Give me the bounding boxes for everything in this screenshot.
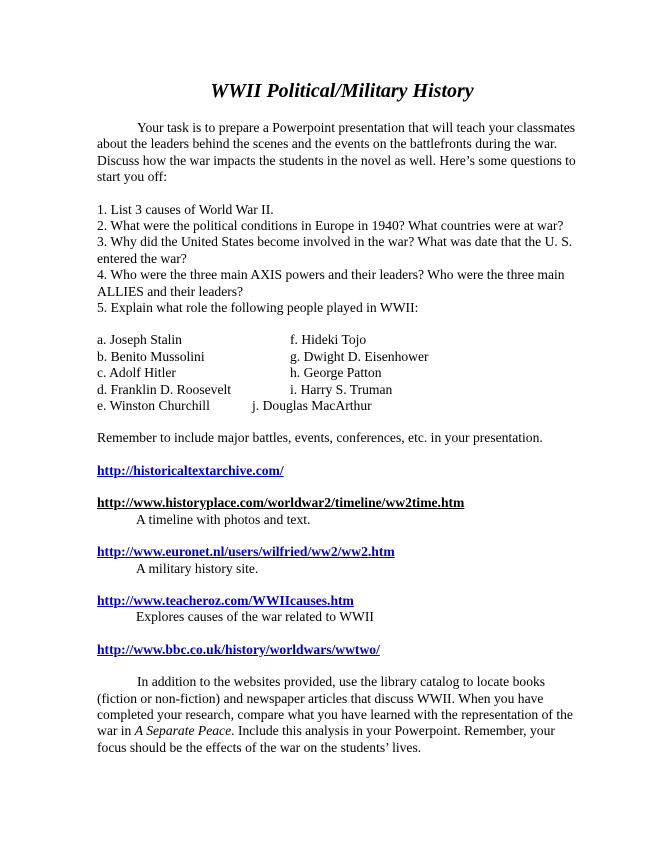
person-item: j. Douglas MacArthur — [252, 398, 372, 414]
reminder-text: Remember to include major battles, events, conferences, etc. in your presentation. — [97, 430, 543, 446]
link-historicaltextarchive[interactable]: http://historicaltextarchive.com/ — [97, 462, 284, 478]
question-item: 5. Explain what role the following people played in WWII: — [97, 300, 419, 316]
person-item: b. Benito Mussolini — [97, 348, 205, 364]
question-item: 2. What were the political conditions in Europe in 1940? What countries were at war? — [97, 218, 564, 234]
link-block — [97, 642, 577, 658]
link-description: Explores causes of the war related to WWII — [136, 609, 374, 625]
closing-paragraph — [97, 674, 577, 756]
person-item: c. Adolf Hitler — [97, 365, 176, 381]
person-item: a. Joseph Stalin — [97, 332, 182, 348]
link-teacheroz[interactable]: http://www.teacheroz.com/WWIIcauses.htm — [97, 592, 354, 608]
person-item: h. George Patton — [290, 365, 382, 381]
question-item: 3. Why did the United States become involved in the war? What was date that the U. S. entered the war? — [97, 234, 573, 266]
person-item: e. Winston Churchill — [97, 398, 210, 414]
link-block — [97, 593, 577, 626]
question-item: 4. Who were the three main AXIS powers and their leaders? Who were the three main ALLIES and their leaders? — [97, 267, 565, 299]
people-list — [97, 332, 577, 414]
link-euronet[interactable]: http://www.euronet.nl/users/wilfried/ww2/ww2.htm — [97, 544, 395, 560]
link-block — [97, 495, 577, 528]
person-item: g. Dwight D. Eisenhower — [290, 348, 429, 364]
question-item: 1. List 3 causes of World War II. — [97, 201, 274, 217]
link-block — [97, 544, 577, 577]
link-block — [97, 463, 577, 479]
person-item: f. Hideki Tojo — [290, 332, 367, 348]
person-item: i. Harry S. Truman — [290, 381, 393, 397]
intro-paragraph: Your task is to prepare a Powerpoint presentation that will teach your classmates about the leaders behind the scenes and the events on the battlefronts during the war. Discuss how the war impacts the students in the novel as well. Here’s some questions to start you off: — [97, 120, 576, 185]
question-list — [97, 202, 577, 317]
closing-text: In addition to the websites provided, use the library catalog to locate books (fiction or non-fiction) and newspaper articles that discuss WWII. When you have completed your research, compare what you have learned with the representation of the war in — [97, 674, 573, 739]
document-page — [97, 78, 577, 756]
link-description: A military history site. — [136, 560, 259, 576]
page-title: WWII Political/Military History — [210, 80, 474, 102]
closing-text: . Include this analysis in your Powerpoint. Remember, your focus should be the effects of the war on the students’ lives. — [97, 723, 555, 755]
book-title: A Separate Peace — [134, 723, 232, 739]
link-description: A timeline with photos and text. — [136, 511, 311, 527]
person-item: d. Franklin D. Roosevelt — [97, 381, 232, 397]
link-bbc[interactable]: http://www.bbc.co.uk/history/worldwars/wwtwo/ — [97, 641, 380, 657]
link-historyplace[interactable]: http://www.historyplace.com/worldwar2/timeline/ww2time.htm — [97, 495, 465, 511]
